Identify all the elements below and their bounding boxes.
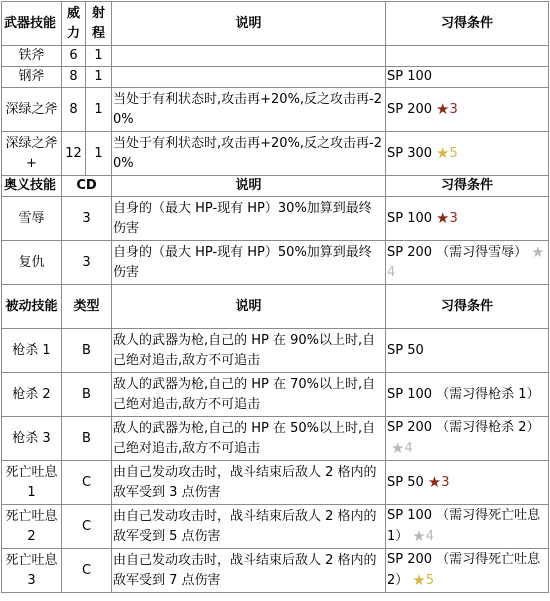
condition-text: SP 50 bbox=[387, 475, 424, 490]
condition-text: SP 100 （需习得枪杀 1） bbox=[387, 386, 540, 402]
rarity-star-icon: ★ bbox=[436, 209, 450, 227]
description: 敌人的武器为枪,自己的 HP 在 90%以上时,自己绝对追击,敌方不可追击 bbox=[112, 329, 386, 373]
description: 当处于有利状态时,攻击再+20%,反之攻击再-20% bbox=[112, 88, 386, 132]
passive-skill-row bbox=[2, 417, 549, 461]
passive-header-row bbox=[2, 285, 549, 329]
cond-header: 习得条件 bbox=[386, 285, 549, 329]
rarity-star-icon: ★ bbox=[412, 527, 426, 545]
condition-cell bbox=[386, 88, 549, 132]
rarity-number: 3 bbox=[449, 102, 458, 117]
skill-name: 枪杀 2 bbox=[2, 373, 62, 417]
rarity-number: 3 bbox=[449, 211, 458, 226]
special-skill-header: 奥义技能 bbox=[2, 176, 62, 197]
power-value: 12 bbox=[62, 132, 86, 176]
rarity-star-icon: ★ bbox=[436, 100, 450, 118]
condition-text: SP 200 （需习得雪辱） bbox=[387, 245, 528, 260]
special-header-row bbox=[2, 176, 549, 197]
description: 敌人的武器为枪,自己的 HP 在 50%以上时,自己绝对追击,敌方不可追击 bbox=[112, 417, 386, 461]
skill-name: 复仇 bbox=[2, 241, 62, 285]
desc-header: 说明 bbox=[112, 176, 386, 197]
power-header: 威力 bbox=[62, 2, 86, 46]
desc-header: 说明 bbox=[112, 2, 386, 46]
description bbox=[112, 46, 386, 67]
special-skill-row bbox=[2, 197, 549, 241]
rarity-star-icon: ★ bbox=[412, 571, 426, 589]
skill-name: 枪杀 1 bbox=[2, 329, 62, 373]
weapon-skill-row bbox=[2, 67, 549, 88]
cond-header: 习得条件 bbox=[386, 2, 549, 46]
type-header: 类型 bbox=[62, 285, 112, 329]
passive-skill-row bbox=[2, 505, 549, 549]
range-value: 1 bbox=[86, 46, 112, 67]
passive-skill-row bbox=[2, 461, 549, 505]
type-value: B bbox=[62, 417, 112, 461]
passive-skill-header: 被动技能 bbox=[2, 285, 62, 329]
passive-skill-row bbox=[2, 373, 549, 417]
weapon-skill-row bbox=[2, 132, 549, 176]
range-value: 1 bbox=[86, 132, 112, 176]
condition-cell bbox=[386, 417, 549, 461]
skill-name: 深绿之斧 bbox=[2, 88, 62, 132]
rarity-number: 4 bbox=[404, 441, 413, 456]
description bbox=[112, 67, 386, 88]
condition-cell bbox=[386, 329, 549, 373]
skill-name: 铁斧 bbox=[2, 46, 62, 67]
weapon-header-row bbox=[2, 2, 549, 46]
range-value: 1 bbox=[86, 88, 112, 132]
desc-header: 说明 bbox=[112, 285, 386, 329]
condition-text: SP 200 bbox=[387, 102, 433, 117]
rarity-star-icon: ★ bbox=[427, 473, 442, 491]
rarity-number: 5 bbox=[425, 573, 435, 588]
passive-skill-row bbox=[2, 549, 549, 593]
type-value: C bbox=[62, 549, 112, 593]
rarity-number: 4 bbox=[425, 529, 435, 544]
type-value: C bbox=[62, 461, 112, 505]
description: 当处于有利状态时,攻击再+20%,反之攻击再-20% bbox=[112, 132, 386, 176]
rarity-number: 5 bbox=[449, 146, 458, 161]
cd-value: 3 bbox=[62, 197, 112, 241]
condition-text: SP 300 bbox=[387, 146, 433, 161]
condition-cell bbox=[386, 46, 549, 67]
cd-header: CD bbox=[62, 176, 112, 197]
description: 由自己发动攻击时，战斗结束后敌人 2 格内的敌军受到 3 点伤害 bbox=[112, 461, 386, 505]
condition-text: SP 100 bbox=[387, 211, 433, 226]
description: 敌人的武器为枪,自己的 HP 在 70%以上时,自己绝对追击,敌方不可追击 bbox=[112, 373, 386, 417]
condition-cell bbox=[386, 67, 549, 88]
skill-name: 雪辱 bbox=[2, 197, 62, 241]
skill-name: 死亡吐息 2 bbox=[2, 505, 62, 549]
condition-cell bbox=[386, 549, 549, 593]
type-value: C bbox=[62, 505, 112, 549]
power-value: 6 bbox=[62, 46, 86, 67]
power-value: 8 bbox=[62, 67, 86, 88]
weapon-skill-row bbox=[2, 46, 549, 67]
condition-text: SP 200 （需习得死亡吐息 2） bbox=[387, 552, 541, 588]
rarity-number: 4 bbox=[387, 265, 396, 280]
skill-name: 枪杀 3 bbox=[2, 417, 62, 461]
weapon-skill-header: 武器技能 bbox=[2, 2, 62, 46]
rarity-number: 3 bbox=[441, 475, 450, 490]
condition-cell bbox=[386, 373, 549, 417]
condition-text: SP 100 bbox=[387, 69, 433, 84]
condition-cell bbox=[386, 461, 549, 505]
rarity-star-icon: ★ bbox=[391, 439, 405, 457]
passive-skill-row bbox=[2, 329, 549, 373]
type-value: B bbox=[62, 373, 112, 417]
description: 由自己发动攻击时，战斗结束后敌人 2 格内的敌军受到 7 点伤害 bbox=[112, 549, 386, 593]
description: 自身的（最大 HP-现有 HP）30%加算到最终伤害 bbox=[112, 197, 386, 241]
description: 自身的（最大 HP-现有 HP）50%加算到最终伤害 bbox=[112, 241, 386, 285]
range-header: 射程 bbox=[86, 2, 112, 46]
rarity-star-icon: ★ bbox=[436, 144, 450, 162]
skill-name: 死亡吐息 1 bbox=[2, 461, 62, 505]
special-skill-row bbox=[2, 241, 549, 285]
skill-name: 死亡吐息 3 bbox=[2, 549, 62, 593]
condition-cell bbox=[386, 241, 549, 285]
skill-table bbox=[1, 1, 549, 593]
condition-text: SP 100 （需习得死亡吐息 1） bbox=[387, 508, 541, 544]
cond-header: 习得条件 bbox=[386, 176, 549, 197]
condition-cell bbox=[386, 505, 549, 549]
cd-value: 3 bbox=[62, 241, 112, 285]
type-value: B bbox=[62, 329, 112, 373]
skill-name: 深绿之斧+ bbox=[2, 132, 62, 176]
weapon-skill-row bbox=[2, 88, 549, 132]
condition-cell bbox=[386, 132, 549, 176]
condition-text: SP 50 bbox=[387, 342, 424, 358]
condition-cell bbox=[386, 197, 549, 241]
condition-text: SP 200 （需习得枪杀 2） bbox=[387, 420, 540, 435]
skill-name: 钢斧 bbox=[2, 67, 62, 88]
rarity-star-icon: ★ bbox=[531, 243, 545, 261]
range-value: 1 bbox=[86, 67, 112, 88]
power-value: 8 bbox=[62, 88, 86, 132]
description: 由自己发动攻击时，战斗结束后敌人 2 格内的敌军受到 5 点伤害 bbox=[112, 505, 386, 549]
